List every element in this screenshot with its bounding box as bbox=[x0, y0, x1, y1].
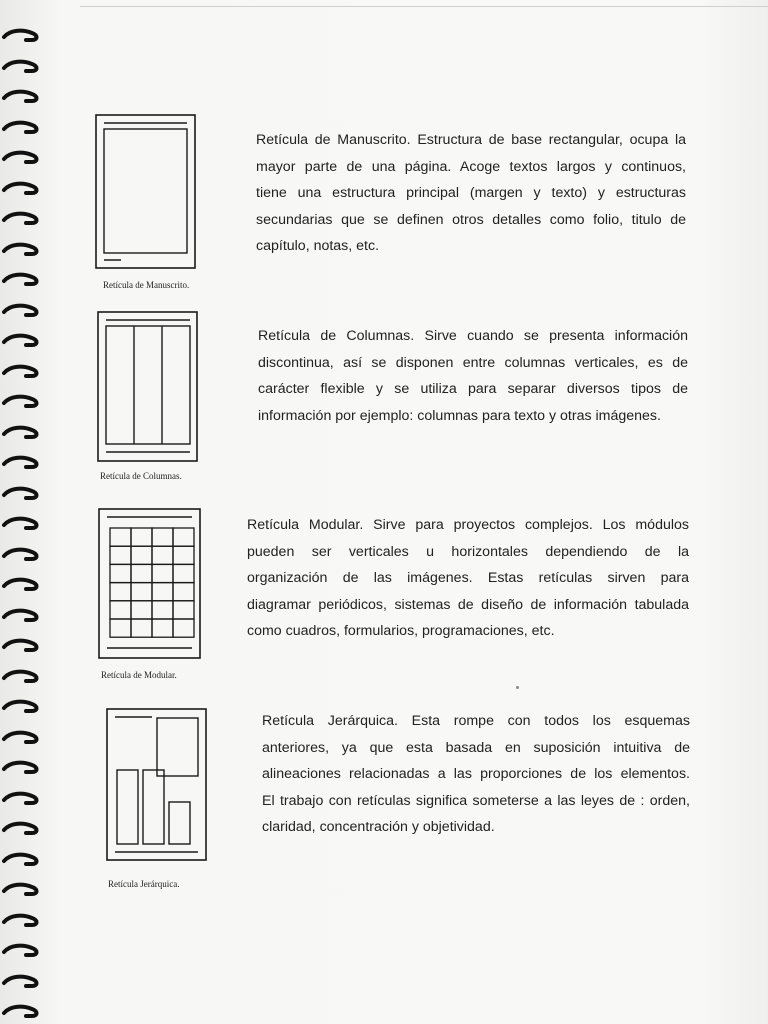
grid-module bbox=[110, 564, 131, 582]
modular-grid-figure bbox=[98, 508, 202, 660]
grid-module bbox=[152, 546, 173, 564]
spiral-coil bbox=[2, 486, 40, 500]
text-line: Retícula Jerárquica. Esta rompe con todos los esquemas bbox=[262, 713, 690, 729]
text-line: organización de las imágenes. Estas retículas sirven para bbox=[247, 570, 689, 587]
manuscript-grid-figure bbox=[95, 114, 197, 270]
text-line: alineaciones relacionadas a las proporciones de los elementos. bbox=[262, 766, 690, 783]
spiral-coil bbox=[2, 364, 40, 378]
hierarchical-grid-figure bbox=[106, 708, 208, 862]
spiral-coil bbox=[2, 791, 40, 805]
grid-module bbox=[173, 583, 194, 601]
grid-module bbox=[110, 601, 131, 619]
grid-module bbox=[131, 601, 152, 619]
grid-module bbox=[110, 546, 131, 564]
text-line: carácter flexible y se utiliza para separar diversos tipos de bbox=[258, 381, 688, 398]
columns-grid-figure bbox=[97, 311, 199, 463]
spiral-coil bbox=[2, 608, 40, 622]
spiral-coil bbox=[2, 547, 40, 561]
caption-manuscript: Retícula de Manuscrito. bbox=[103, 280, 190, 290]
grid-module bbox=[173, 601, 194, 619]
spiral-coil bbox=[2, 882, 40, 896]
spiral-binding bbox=[0, 0, 44, 1024]
text-line: discontinua, así se disponen entre columnas verticales, es de bbox=[258, 354, 688, 371]
caption-modular: Retícula de Modular. bbox=[101, 670, 177, 680]
grid-module bbox=[131, 619, 152, 637]
text-line: diagramar periódicos, sistemas de diseño de información tabulada bbox=[247, 596, 689, 613]
text-line: pueden ser verticales u horizontales dependiendo de la bbox=[247, 543, 689, 560]
grid-module bbox=[131, 528, 152, 546]
spiral-coil bbox=[2, 181, 40, 195]
spiral-coil bbox=[2, 760, 40, 774]
spiral-coil bbox=[2, 974, 40, 988]
grid-module bbox=[173, 619, 194, 637]
spiral-coil bbox=[2, 943, 40, 957]
spiral-coil bbox=[2, 516, 40, 530]
text-line: como cuadros, formularios, programaciones, etc. bbox=[247, 623, 555, 640]
spiral-coil bbox=[2, 303, 40, 317]
text-line: Retícula de Manuscrito. Estructura de base rectangular, ocupa la bbox=[256, 132, 686, 148]
spiral-coil bbox=[2, 821, 40, 835]
spiral-coil bbox=[2, 242, 40, 256]
spiral-coil bbox=[2, 852, 40, 866]
spiral-coil bbox=[2, 272, 40, 286]
grid-module bbox=[110, 528, 131, 546]
text-line: El trabajo con retículas significa someterse a las leyes de : orden, bbox=[262, 792, 690, 809]
grid-module bbox=[152, 601, 173, 619]
spiral-coil bbox=[2, 1004, 40, 1018]
grid-module bbox=[173, 546, 194, 564]
caption-hierarchical: Retícula Jerárquica. bbox=[108, 879, 180, 889]
text-line: información por ejemplo: columnas para texto y otras imágenes. bbox=[258, 407, 661, 424]
spiral-coil bbox=[2, 699, 40, 713]
grid-module bbox=[110, 583, 131, 601]
spiral-coil bbox=[2, 730, 40, 744]
grid-module bbox=[152, 564, 173, 582]
spiral-coil bbox=[2, 638, 40, 652]
caption-columns: Retícula de Columnas. bbox=[100, 471, 182, 481]
spiral-coil bbox=[2, 150, 40, 164]
grid-module bbox=[173, 564, 194, 582]
grid-module bbox=[152, 528, 173, 546]
grid-module bbox=[110, 619, 131, 637]
paragraph-modular bbox=[247, 512, 689, 645]
grid-module bbox=[152, 619, 173, 637]
spiral-coil bbox=[2, 913, 40, 927]
spiral-coil bbox=[2, 89, 40, 103]
spiral-coil bbox=[2, 333, 40, 347]
spiral-coil bbox=[2, 455, 40, 469]
text-line: claridad, concentración y objetividad. bbox=[262, 819, 495, 836]
spiral-coil bbox=[2, 211, 40, 225]
spiral-coil bbox=[2, 425, 40, 439]
grid-module bbox=[152, 583, 173, 601]
spiral-coil bbox=[2, 120, 40, 134]
paragraph-hierarchical bbox=[262, 708, 690, 841]
text-line: anteriores, ya que esta basada en suposición intuitiva de bbox=[262, 739, 690, 756]
spiral-coil bbox=[2, 577, 40, 591]
grid-module bbox=[173, 528, 194, 546]
paragraph-columns bbox=[258, 323, 688, 429]
grid-module bbox=[131, 564, 152, 582]
spiral-coil bbox=[2, 28, 40, 42]
paragraph-manuscript bbox=[256, 127, 686, 260]
text-line: mayor parte de una página. Acoge textos largos y continuos, bbox=[256, 158, 686, 175]
text-line: Retícula de Columnas. Sirve cuando se presenta información bbox=[258, 328, 688, 344]
text-line: tiene una estructura principal (margen y texto) y estructuras bbox=[256, 185, 686, 202]
spiral-coil bbox=[2, 669, 40, 683]
text-line: Retícula Modular. Sirve para proyectos complejos. Los módulos bbox=[247, 517, 689, 533]
grid-module bbox=[131, 546, 152, 564]
text-line: secundarias que se definen otros detalles como folio, titulo de bbox=[256, 211, 686, 228]
paper-speck bbox=[516, 686, 519, 689]
spiral-coil bbox=[2, 394, 40, 408]
grid-module bbox=[131, 583, 152, 601]
spiral-coil bbox=[2, 59, 40, 73]
page-top-edge bbox=[80, 0, 768, 7]
text-line: capítulo, notas, etc. bbox=[256, 238, 380, 255]
